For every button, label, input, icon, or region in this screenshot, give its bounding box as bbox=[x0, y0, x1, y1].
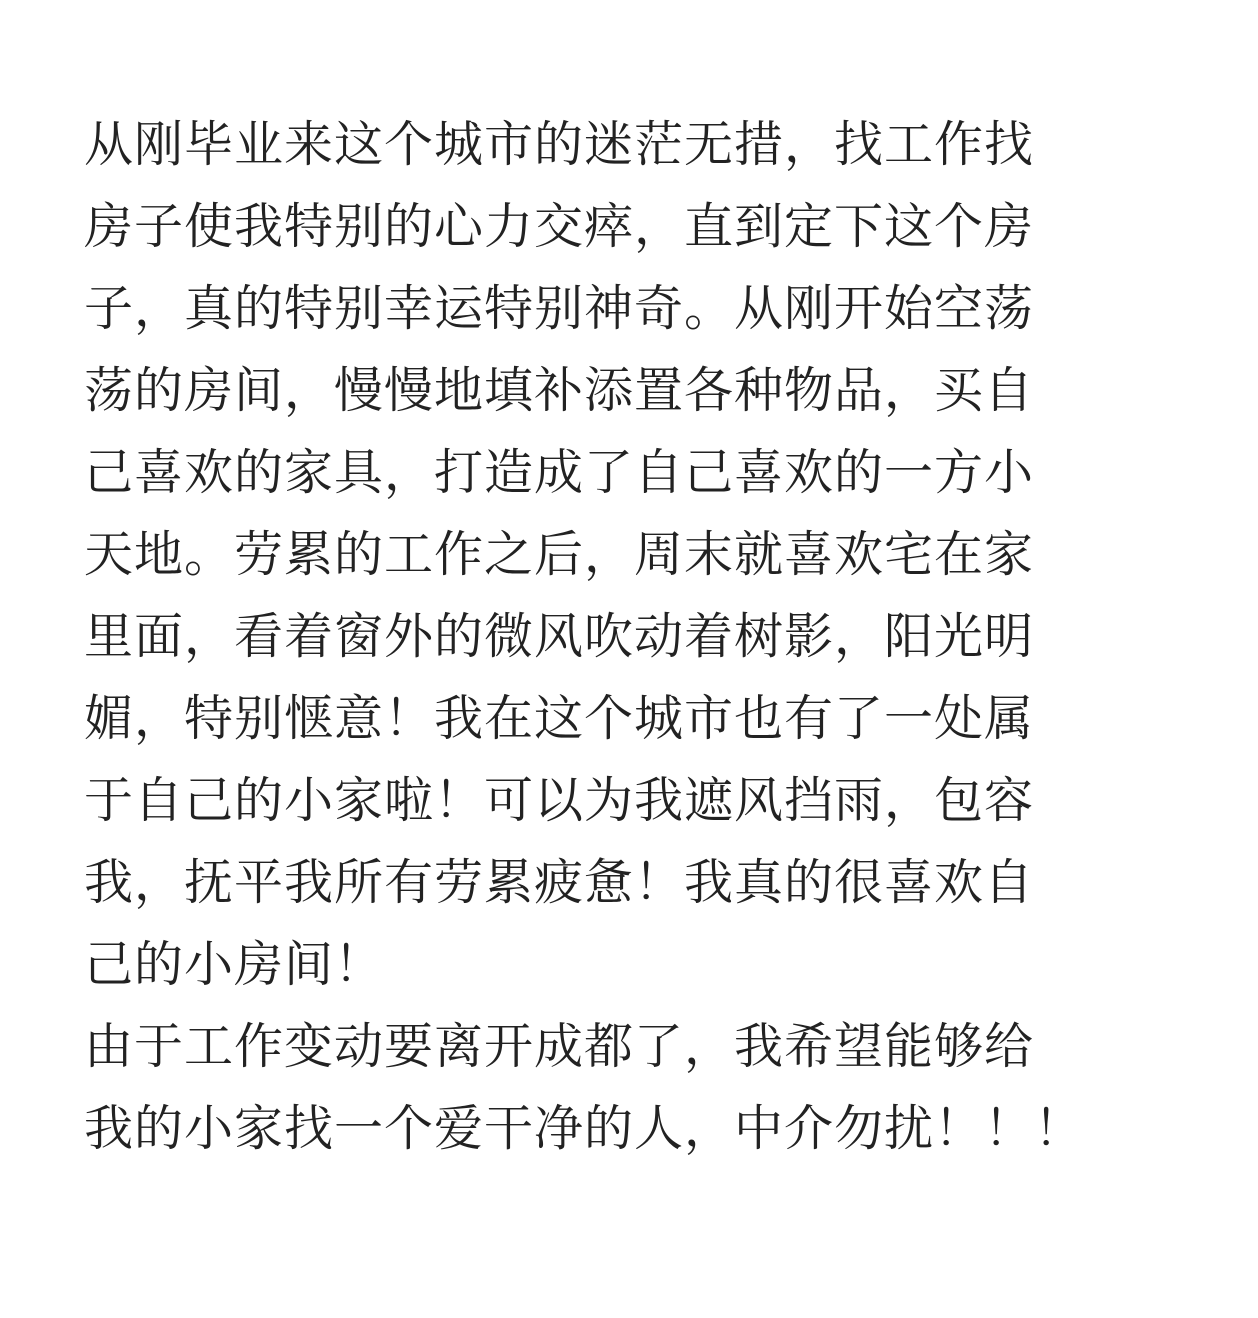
text-line: 荡的房间，慢慢地填补添置各种物品，买自 bbox=[84, 362, 1035, 419]
text-line: 房子使我特别的心力交瘁，直到定下这个房 bbox=[84, 198, 1035, 255]
text-line: 从刚毕业来这个城市的迷茫无措，找工作找 bbox=[84, 116, 1035, 173]
text-line: 由于工作变动要离开成都了，我希望能够给 bbox=[84, 1018, 1035, 1075]
post-text bbox=[84, 104, 1144, 1170]
text-line: 我的小家找一个爱干净的人，中介勿扰！！！ bbox=[84, 1100, 1085, 1157]
text-line: 媚，特别惬意！我在这个城市也有了一处属 bbox=[84, 690, 1035, 747]
text-line: 于自己的小家啦！可以为我遮风挡雨，包容 bbox=[84, 772, 1035, 829]
text-line: 己喜欢的家具，打造成了自己喜欢的一方小 bbox=[84, 444, 1035, 501]
text-line: 里面，看着窗外的微风吹动着树影，阳光明 bbox=[84, 608, 1035, 665]
text-line: 己的小房间！ bbox=[84, 936, 385, 993]
text-line: 我，抚平我所有劳累疲惫！我真的很喜欢自 bbox=[84, 854, 1035, 911]
text-line: 子，真的特别幸运特别神奇。从刚开始空荡 bbox=[84, 280, 1035, 337]
text-line: 天地。劳累的工作之后，周末就喜欢宅在家 bbox=[84, 526, 1035, 583]
